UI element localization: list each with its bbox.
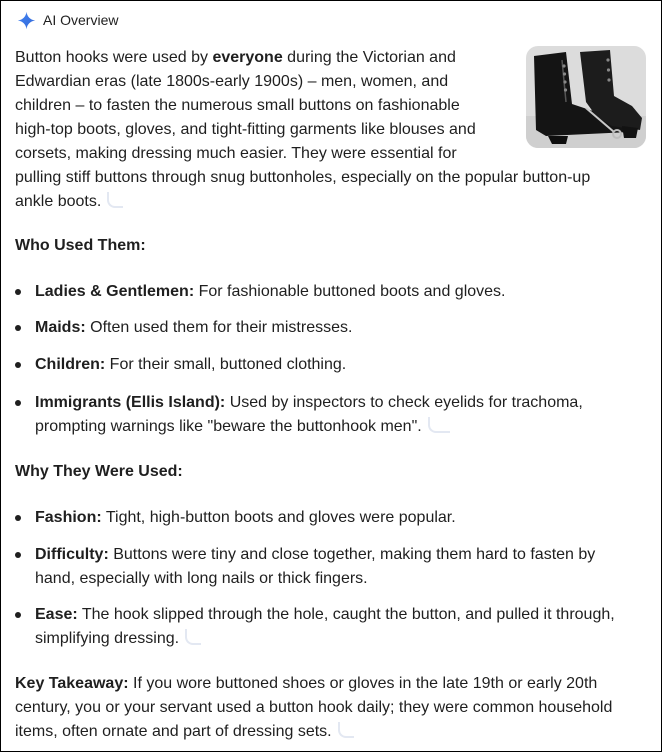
intro-line: pulling stiff buttons through snug buttonholes, especially on the popular button-up bbox=[15, 169, 591, 186]
why-heading: Why They Were Used: bbox=[15, 463, 183, 480]
intro-line: Button hooks were used by everyone during the Victorian and bbox=[15, 49, 456, 66]
citation-link-icon[interactable] bbox=[428, 417, 450, 433]
who-heading: Who Used Them: bbox=[15, 237, 146, 254]
intro-paragraph bbox=[15, 46, 590, 214]
intro-line: ankle boots. bbox=[15, 190, 590, 214]
list-item: Difficulty: Buttons were tiny and close together, making them hard to fasten by hand, especially with long nails or thick fingers. bbox=[35, 543, 595, 591]
bullet-icon bbox=[15, 325, 21, 331]
bullet-icon bbox=[15, 612, 21, 618]
citation-link-icon[interactable] bbox=[185, 629, 201, 645]
list-item: Children: For their small, buttoned clothing. bbox=[35, 353, 346, 377]
bullet-icon bbox=[15, 515, 21, 521]
bullet-icon bbox=[15, 552, 21, 558]
key-takeaway-paragraph: Key Takeaway: If you wore buttoned shoes or gloves in the late 19th or early 20th century, you or your servant used a button hook daily; they were common household items, often ornate and part of dressing sets. bbox=[15, 675, 613, 740]
intro-line: children – to fasten the numerous small buttons on fashionable bbox=[15, 97, 460, 114]
list-item: Ladies & Gentlemen: For fashionable buttoned boots and gloves. bbox=[35, 280, 505, 304]
ai-overview-header bbox=[17, 9, 118, 31]
bullet-icon bbox=[15, 289, 21, 295]
intro-line: Edwardian eras (late 1800s-early 1900s) – men, women, and bbox=[15, 73, 449, 90]
list-item: Maids: Often used them for their mistresses. bbox=[35, 316, 352, 340]
list-item: Fashion: Tight, high-button boots and gloves were popular. bbox=[35, 506, 456, 530]
intro-line: high-top boots, gloves, and tight-fitting garments like blouses and bbox=[15, 121, 476, 138]
citation-link-icon[interactable] bbox=[338, 722, 354, 738]
citation-link-icon[interactable] bbox=[107, 192, 123, 208]
bullet-icon bbox=[15, 362, 21, 368]
intro-line: corsets, making dressing much easier. They were essential for bbox=[15, 145, 457, 162]
ai-overview-title: AI Overview bbox=[43, 12, 119, 28]
sparkle-icon bbox=[17, 11, 36, 30]
list-item: Immigrants (Ellis Island): Used by inspectors to check eyelids for trachoma, prompting warnings like "beware the buttonhook men". bbox=[35, 391, 583, 439]
list-item: Ease: The hook slipped through the hole, caught the button, and pulled it through, simplifying dressing. bbox=[35, 603, 615, 651]
bullet-icon bbox=[15, 400, 21, 406]
